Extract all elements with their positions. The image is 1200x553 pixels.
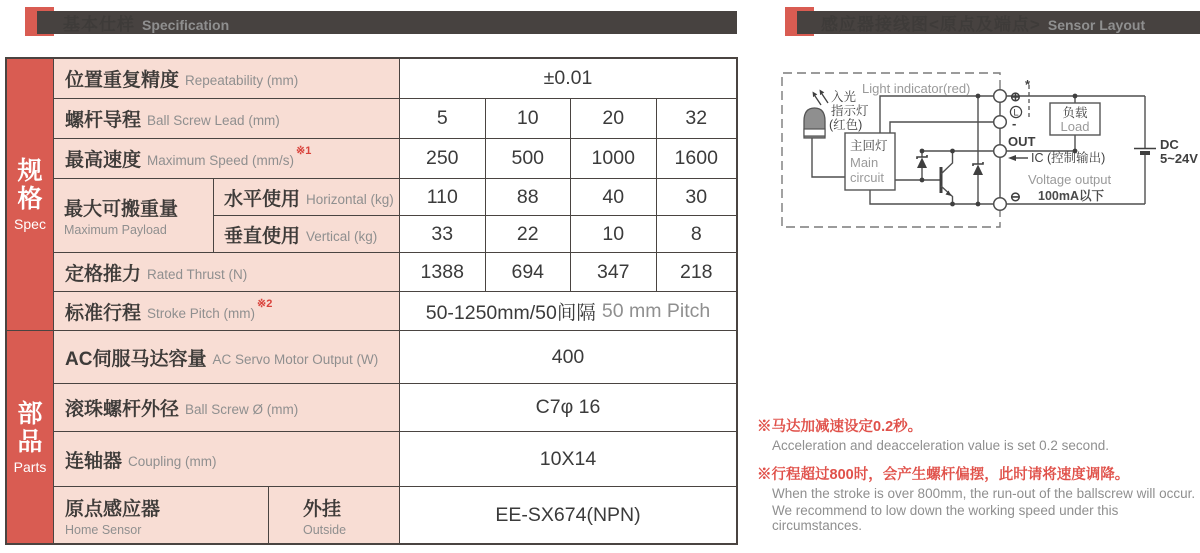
ic-label: IC (控制输出) [1031,151,1106,165]
value-cell: 20 [570,99,656,138]
note-2-en-line2: We recommend to low down the working speed under this circumstances. [772,503,1119,533]
sidebar-spec-zh: 规格 [17,157,43,213]
value-cell: 110 [399,179,485,215]
label-zh: 标准行程 [65,302,142,324]
light-indicator-label: Light indicator(red) [862,81,971,96]
value-cell: 32 [656,99,737,138]
value-cell: 22 [485,216,571,252]
label-en: Maximum Speed (mm/s) [147,153,295,168]
payload-subrows [213,179,736,252]
load-en: Load [1060,119,1090,134]
zener-diode-icon [973,96,983,204]
battery-icon [1134,149,1156,154]
value-cell [399,292,736,330]
sidebar-spec-en: Spec [14,216,46,232]
note-2-en-line1: When the stroke is over 800mm, the run-out of the ballscrew will occur. [772,486,1196,502]
sidebar-parts-en: Parts [13,458,47,475]
table-row-vertical [213,215,736,252]
plus-terminal-label: ⊕ [1010,89,1021,104]
value-cell: 8 [656,216,737,252]
led-indicator-icon [804,108,825,138]
value-cell: 1388 [399,253,485,291]
note-ref-2: ※2 [257,298,273,310]
main-circuit-zh: 主回灯 [850,139,888,153]
label-zh: 外挂 [303,498,342,520]
label-en: Repeatability (mm) [185,73,299,88]
sidebar-section-spec [7,59,53,330]
value-cell: EE-SX674(NPN) [399,487,736,543]
value-cell: 1000 [570,139,656,178]
table-row-repeatability [54,59,736,98]
value-cell: 218 [656,253,737,291]
row-label [54,253,399,291]
footnotes [757,405,1199,533]
table-row-max-speed [54,138,736,178]
label-zh: 垂直使用 [224,225,301,247]
table-row-ball-screw-lead [54,98,736,138]
incoming-light-zh: 入光 [831,90,857,104]
value-cell: 347 [570,253,656,291]
label-en: Ball Screw Lead (mm) [147,113,280,128]
label-en: Vertical (kg) [306,228,378,244]
left-title-bar [37,11,737,34]
l-terminal-label [1010,106,1021,131]
current-limit-label: 100mA以下 [1038,189,1104,203]
row-label [54,331,399,383]
dc-label: DC [1160,137,1179,152]
note-2-zh: ※行程超过800时，会产生螺杆偏摆，此时请将速度调降。 [757,467,1130,484]
value-cell: 1600 [656,139,737,178]
label-zh: 定格推力 [65,263,142,285]
label-zh: 原点感应器 [65,498,161,520]
row-label [54,59,399,98]
left-title-en: Specification [142,16,230,33]
right-title-zh: 感应器接线图<原点及端点> [821,15,1041,34]
value-cell: 10 [570,216,656,252]
note-1-en: Acceleration and deacceleration value is set 0.2 second. [772,438,1109,453]
label-zh: 水平使用 [224,188,301,210]
voltage-output-label: Voltage output [1028,172,1112,187]
left-title-zh: 基本仕样 [63,15,135,34]
label-zh: 滚珠螺杆外径 [65,399,180,420]
minus-terminal-label: ⊖ [1010,189,1021,204]
label-en: Maximum Payload [64,223,167,237]
main-circuit-en1: Main [850,155,879,170]
value-cell: 30 [656,179,737,215]
label-en: Rated Thrust (N) [147,266,248,282]
table-row-max-payload [54,178,736,252]
label-en: Horizontal (kg) [306,191,394,207]
label-zh: 螺杆导程 [65,110,142,131]
label-en: Coupling (mm) [128,453,217,469]
table-row-horizontal [213,179,736,215]
table-body [53,59,736,543]
ic-arrow-icon [1008,155,1028,161]
table-row-coupling [54,431,736,486]
value-cell: 250 [399,139,485,178]
table-sidebar [7,59,53,543]
spec-table [5,57,738,545]
value-cell: 40 [570,179,656,215]
value-cell: 88 [485,179,571,215]
label-en: Ball Screw Ø (mm) [185,402,299,417]
table-row-home-sensor [54,486,736,543]
label-zh: AC伺服马达容量 [65,348,207,370]
value-cell: 694 [485,253,571,291]
label-en: AC Servo Motor Output (W) [212,351,379,367]
table-row-servo-output [54,330,736,383]
value-cell: ±0.01 [399,59,736,98]
value-cell: 10 [485,99,571,138]
incoming-light-arrows-icon [813,90,829,106]
payload-group-label [54,179,213,252]
zener-diode-icon [917,151,927,180]
table-row-ball-screw-dia [54,383,736,431]
row-label [54,292,399,330]
label-zh: 最大可搬重量 [64,199,179,220]
svg-text:-: - [1012,116,1017,131]
right-title-bar [797,11,1200,34]
sensor-wiring-diagram [775,58,1200,248]
label-zh: 位置重复精度 [65,70,180,91]
note-ref-1: ※1 [296,145,312,157]
label-en: Home Sensor [65,522,142,537]
value-cell: 500 [485,139,571,178]
label-zh: 最高速度 [65,150,142,171]
row-label [54,432,399,486]
note-1-zh: ※马达加减速设定0.2秒。 [757,419,923,435]
right-title-en: Sensor Layout [1047,16,1146,33]
row-label [54,384,399,431]
indicator-zh: 指示灯 [831,104,869,118]
transistor-icon [941,151,953,204]
sidebar-section-parts [7,330,53,543]
value-cell: 33 [399,216,485,252]
row-label [54,139,399,178]
svg-text:L: L [1013,107,1019,119]
label-en: Outside [303,522,347,537]
asterisk-label: * [1025,77,1031,92]
dc-range-label: 5~24V [1160,151,1198,166]
main-circuit-en2: circuit [850,170,884,185]
red-zh: (红色) [829,118,863,132]
stroke-value-zh: 50-1250mm/50间隔 [425,302,596,324]
value-cell: 5 [399,99,485,138]
label-en: Stroke Pitch (mm) [147,305,256,321]
table-row-stroke-pitch [54,291,736,330]
table-row-rated-thrust [54,252,736,291]
row-label [54,99,399,138]
value-cell: C7φ 16 [399,384,736,431]
sidebar-parts-zh: 部品 [17,399,43,456]
stroke-value-en: 50 mm Pitch [601,299,711,322]
home-sensor-outside-label [268,487,399,543]
label-zh: 连轴器 [65,450,123,472]
load-zh: 负载 [1062,106,1088,120]
row-label [213,216,399,252]
row-label [213,179,399,215]
value-cell: 400 [399,331,736,383]
out-terminal-label: OUT [1008,134,1036,149]
value-cell: 10X14 [399,432,736,486]
row-label [54,487,268,543]
